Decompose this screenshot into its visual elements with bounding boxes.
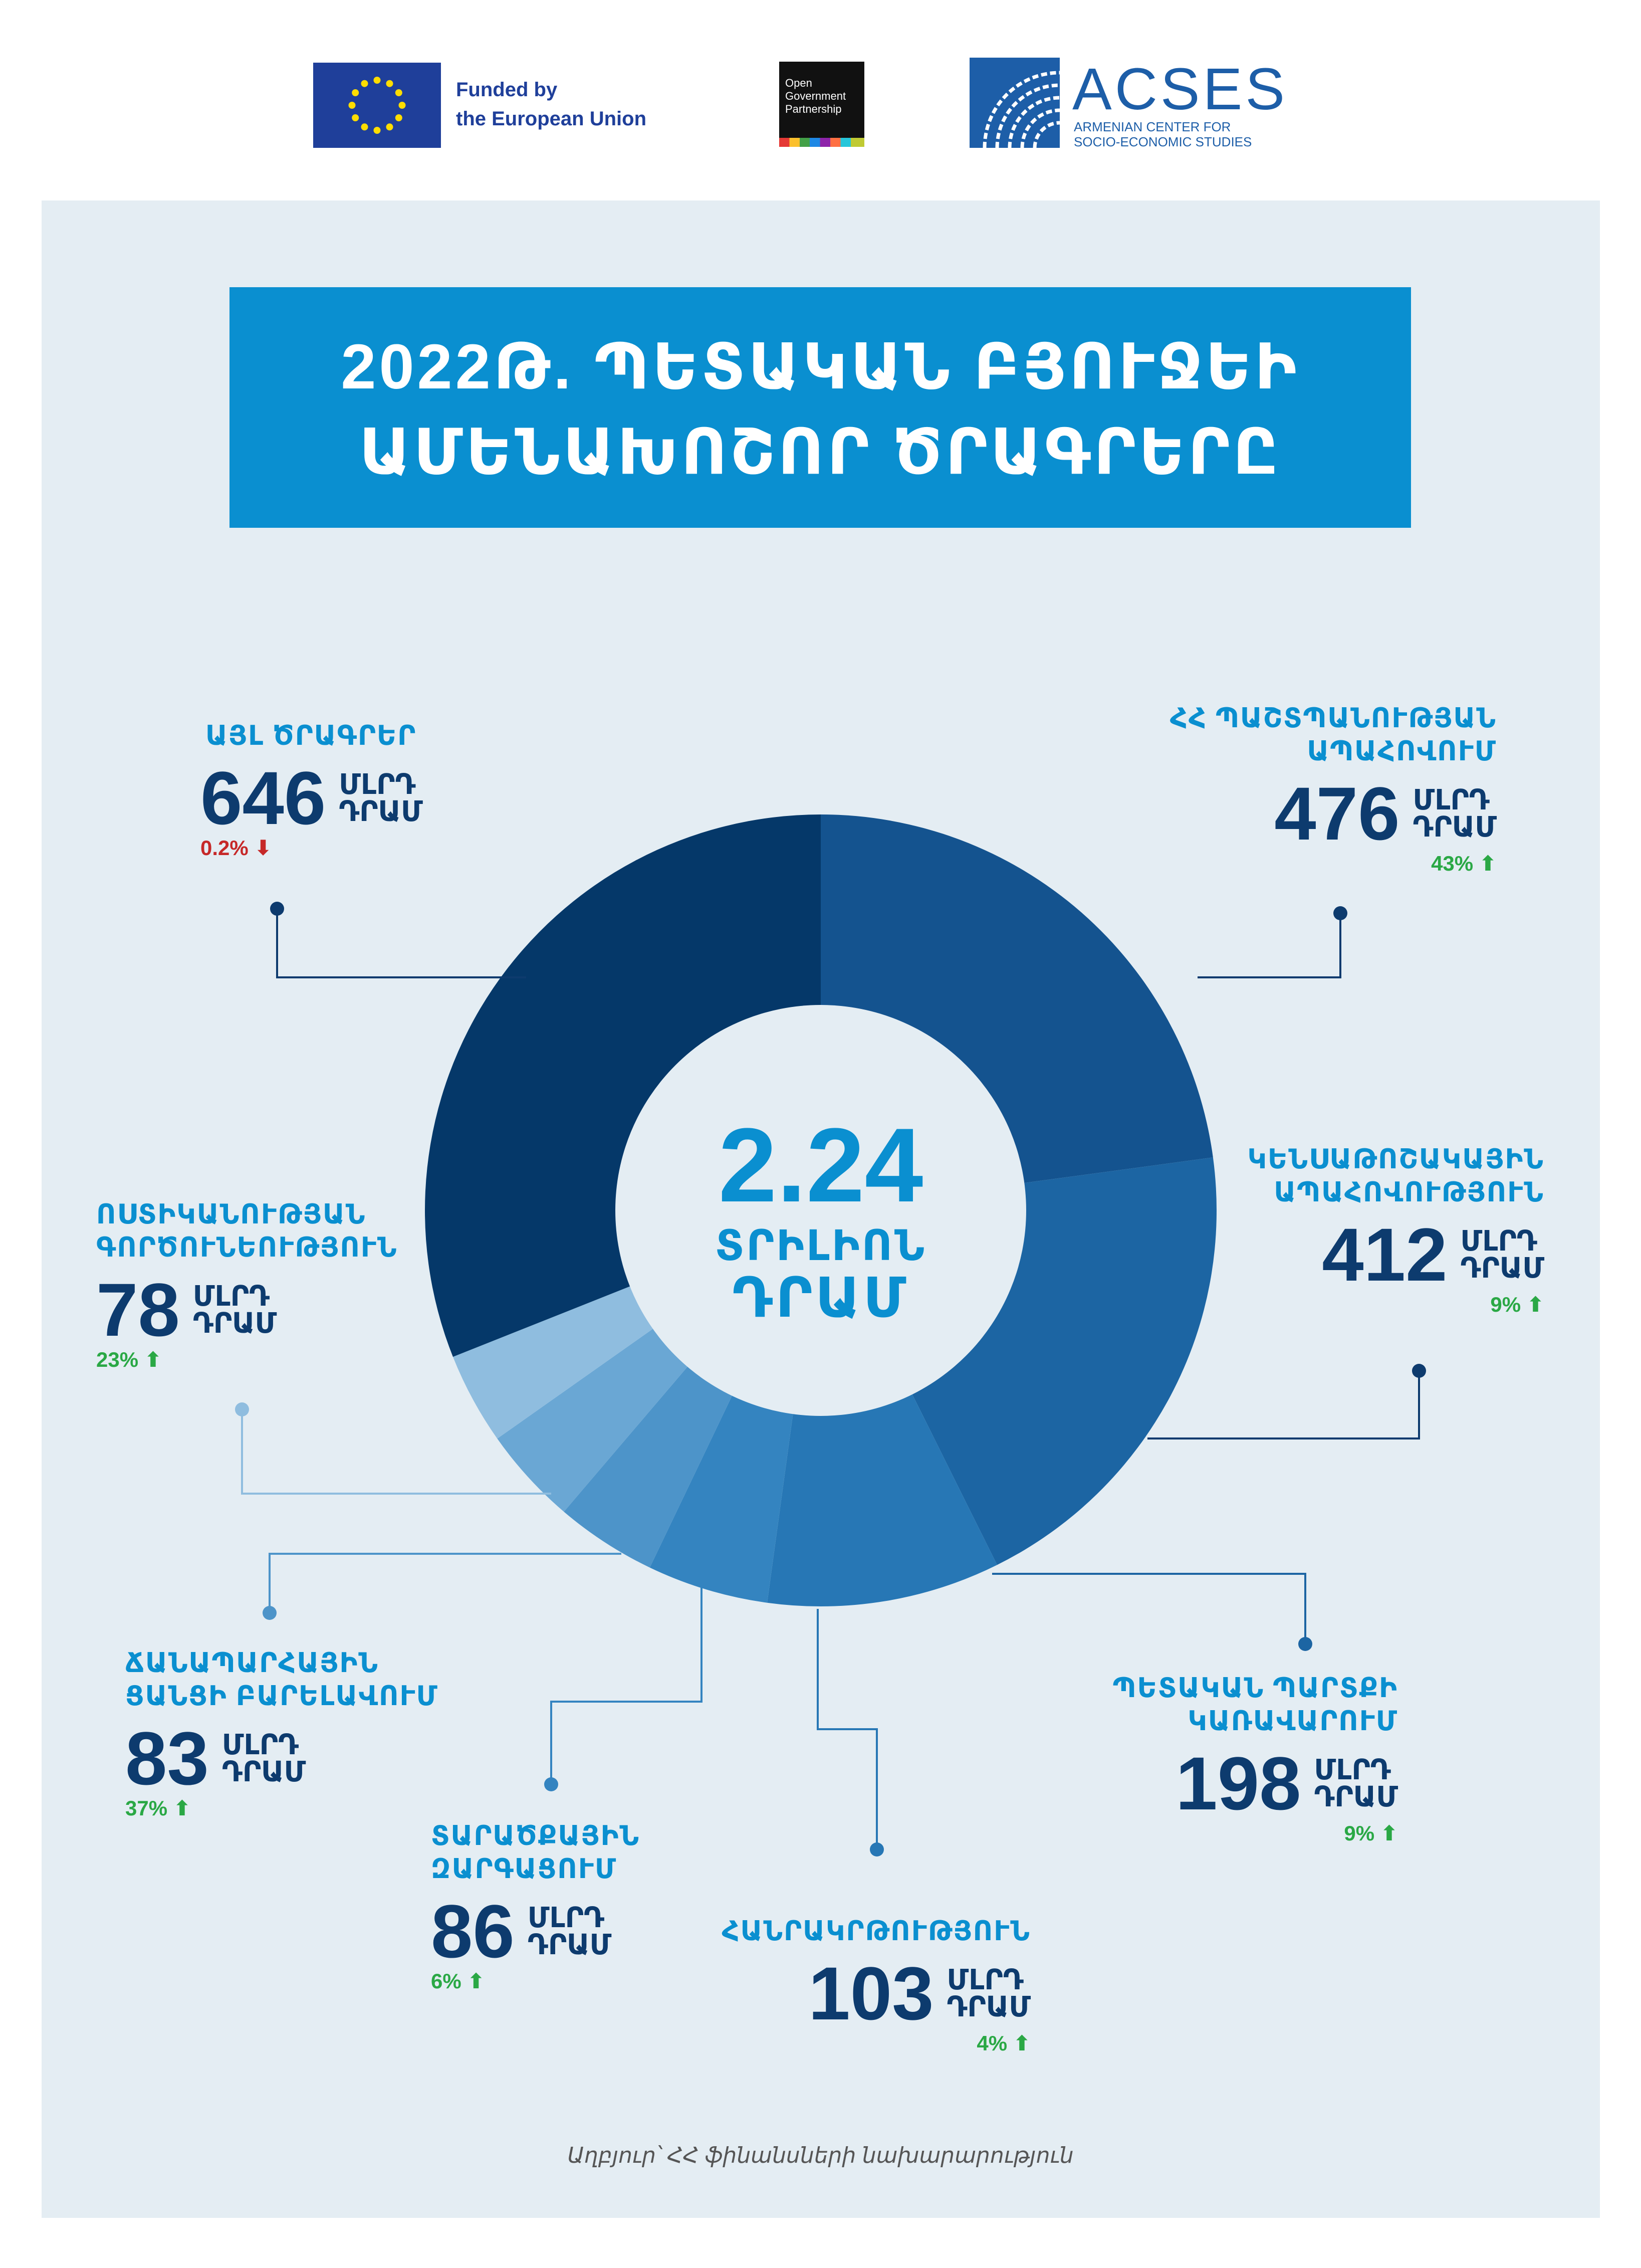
change-value: 9% (1344, 1821, 1375, 1845)
title-line2: ԱՄԵՆԱԽՈՇՈՐ ԾՐԱԳՐԵՐԸ (359, 417, 1282, 487)
unit-line2: ԴՐԱՄ (221, 1756, 306, 1787)
unit-line2: ԴՐԱՄ (339, 795, 423, 827)
dot-education (870, 1842, 884, 1857)
total-value: 2.24 (718, 1106, 923, 1224)
arrow-up-icon: ⬆ (1479, 852, 1497, 875)
label-education (722, 1915, 1031, 2056)
connector-roads (270, 1554, 621, 1613)
connector-debt (992, 1574, 1305, 1644)
label-debt-name2: ԿԱՌԱՎԱՐՈՒՄ (1188, 1706, 1398, 1736)
dot-police (235, 1402, 249, 1416)
label-social-name2: ԱՊԱՀՈՎՈՒԹՅՈՒՆ (1274, 1177, 1544, 1207)
ogp-line3: Partnership (785, 103, 842, 115)
change-value: 23% (96, 1348, 139, 1371)
label-police-name1: ՈՍՏԻԿԱՆՈՒԹՅԱՆ (96, 1199, 366, 1229)
arrow-up-icon: ⬆ (467, 1969, 485, 1993)
acses-sub-line2: SOCIO-ECONOMIC STUDIES (1074, 134, 1252, 149)
unit-line1: ՄԼՐԴ (1460, 1225, 1537, 1257)
unit-line1: ՄԼՐԴ (1413, 784, 1490, 815)
unit-line2: ԴՐԱՄ (1413, 811, 1497, 843)
label-defense (1170, 702, 1497, 876)
unit-line1: ՄԼՐԴ (221, 1729, 299, 1760)
unit-line2: ԴՐԱՄ (1314, 1781, 1398, 1812)
connector-social (1147, 1371, 1419, 1438)
label-roads-value: 83 (125, 1716, 209, 1800)
label-debt-name1: ՊԵՏԱԿԱՆ ՊԱՐՏՔԻ (1112, 1673, 1398, 1703)
unit-line1: ՄԼՐԴ (527, 1902, 604, 1933)
label-roads (125, 1646, 438, 1821)
label-roads-name1: ՃԱՆԱՊԱՐՀԱՅԻՆ (125, 1648, 379, 1678)
title-line1: 2022Թ. ՊԵՏԱԿԱՆ ԲՅՈՒՋԵԻ (341, 331, 1300, 402)
connector-other (277, 909, 526, 977)
unit-line2: ԴՐԱՄ (1460, 1252, 1544, 1284)
label-other-name1: ԱՅԼ ԾՐԱԳՐԵՐ (205, 721, 417, 751)
label-police-name2: ԳՈՐԾՈՒՆԵՈՒԹՅՈՒՆ (96, 1232, 398, 1263)
unit-line1: ՄԼՐԴ (1314, 1754, 1391, 1785)
label-social-name1: ԿԵՆՍԱԹՈՇԱԿԱՅԻՆ (1247, 1144, 1544, 1174)
unit-line1: ՄԼՐԴ (339, 768, 416, 800)
dot-debt (1298, 1637, 1312, 1651)
acses-sub-line1: ARMENIAN CENTER FOR (1074, 119, 1231, 134)
change-value: 4% (977, 2031, 1008, 2055)
connector-education (818, 1609, 877, 1849)
label-regional-value: 86 (431, 1889, 515, 1973)
label-defense-name2: ԱՊԱՀՈՎՈՒՄ (1307, 736, 1497, 766)
unit-line2: ԴՐԱՄ (192, 1307, 277, 1339)
eu-line2: the European Union (456, 108, 646, 130)
arrow-up-icon: ⬆ (1013, 2031, 1031, 2055)
change-value: 6% (431, 1969, 461, 1993)
unit-line1: ՄԼՐԴ (947, 1964, 1024, 1995)
arrow-up-icon: ⬆ (1380, 1821, 1398, 1845)
total-unit-line1: ՏՐԻԼԻՈՆ (715, 1222, 927, 1269)
eu-line1: Funded by (456, 79, 558, 101)
arrow-down-icon: ⬇ (254, 836, 272, 860)
dot-regional (544, 1777, 558, 1791)
label-other (200, 719, 423, 861)
dot-defense (1333, 906, 1347, 920)
unit-line1: ՄԼՐԴ (192, 1280, 270, 1312)
label-education-name1: ՀԱՆՐԱԿՐԹՈՒԹՅՈՒՆ (722, 1916, 1031, 1946)
dot-other (270, 902, 284, 916)
label-regional-name1: ՏԱՐԱԾՔԱՅԻՆ (431, 1821, 640, 1851)
arrow-up-icon: ⬆ (144, 1348, 162, 1371)
label-police-value: 78 (96, 1268, 180, 1352)
label-debt-value: 198 (1176, 1741, 1301, 1825)
label-regional-change (431, 1969, 640, 1994)
change-value: 9% (1490, 1293, 1521, 1316)
change-value: 0.2% (200, 836, 249, 860)
label-social (1248, 1143, 1545, 1317)
arrow-up-icon: ⬆ (173, 1796, 191, 1820)
dot-social (1412, 1364, 1426, 1378)
label-defense-value: 476 (1274, 771, 1400, 856)
label-regional-name2: ԶԱՐԳԱՑՈՒՄ (431, 1854, 617, 1884)
arrow-up-icon: ⬆ (1526, 1293, 1544, 1316)
label-other-value: 646 (200, 756, 326, 840)
label-roads-change (125, 1796, 438, 1821)
change-value: 37% (125, 1796, 168, 1820)
unit-line2: ԴՐԱՄ (527, 1929, 612, 1960)
ogp-line2: Government (785, 90, 846, 102)
label-education-value: 103 (808, 1951, 934, 2035)
total-unit-line2: ԴՐԱՄ (732, 1267, 909, 1329)
label-police-change (96, 1347, 398, 1372)
acses-title: ACSES (1072, 56, 1288, 122)
label-regional (431, 1819, 640, 1994)
unit-line2: ԴՐԱՄ (947, 1991, 1031, 2022)
change-value: 43% (1431, 852, 1474, 875)
label-roads-name2: ՑԱՆՑԻ ԲԱՐԵԼԱՎՈՒՄ (125, 1681, 438, 1711)
connector-regional (551, 1584, 701, 1784)
label-defense-name1: ՀՀ ՊԱՇՏՊԱՆՈՒԹՅԱՆ (1169, 703, 1497, 733)
source-note: Աղբյուր՝ ՀՀ ֆինանսների նախարարություն (567, 2143, 1074, 2168)
label-police (96, 1198, 398, 1372)
label-debt (1113, 1672, 1398, 1846)
ogp-line1: Open (785, 77, 812, 89)
label-social-value: 412 (1322, 1212, 1448, 1297)
connector-defense (1198, 913, 1340, 977)
dot-roads (263, 1606, 277, 1620)
